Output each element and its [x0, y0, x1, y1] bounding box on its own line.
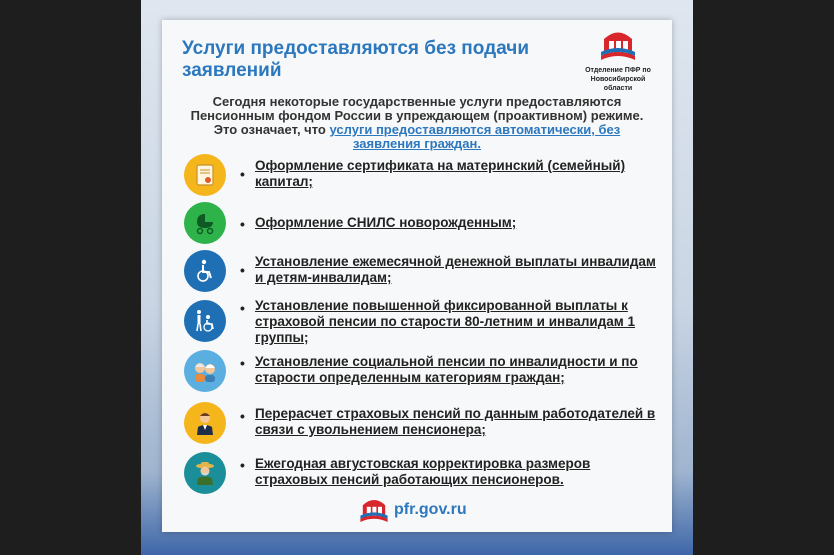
bullet: • [240, 457, 245, 473]
info-card [162, 20, 672, 532]
bullet: • [240, 262, 245, 278]
pfr-logo [577, 30, 659, 93]
baby-stroller-icon [184, 202, 226, 244]
item-label[interactable]: Оформление СНИЛС новорожденным; [255, 215, 517, 230]
list-item [184, 402, 664, 446]
bullet: • [240, 216, 245, 232]
item-label[interactable]: Установление ежемесячной денежной выплаты инвалидам и детям-инвалидам; [255, 254, 656, 285]
certificate-icon [184, 154, 226, 196]
intro-highlight-link[interactable]: услуги предоставляются автоматически, без заявления граждан. [329, 122, 621, 151]
item-label[interactable]: Ежегодная августовская корректировка размеров страховых пенсий работающих пенсионеров. [255, 456, 591, 487]
worker-icon [184, 402, 226, 444]
item-label[interactable]: Установление социальной пенсии по инвалидности и по старости определенным категориям граждан; [255, 354, 638, 385]
pfr-emblem-icon [360, 498, 388, 522]
list-item [184, 300, 664, 344]
farmer-icon [184, 452, 226, 494]
caregiver-wheelchair-icon [184, 300, 226, 342]
intro-text: Сегодня некоторые государственные услуги предоставляются Пенсионным фондом России в упреждающем (проактивном) режиме. Это означает, что [190, 94, 644, 137]
logo-caption: Отделение ПФР по Новосибирской области [585, 67, 651, 92]
bullet: • [240, 166, 245, 182]
intro-paragraph [182, 95, 652, 151]
bullet: • [240, 408, 245, 424]
item-label[interactable]: Установление повышенной фиксированной выплаты к страховой пенсии по старости 80-летним и инвалидам 1 группы; [255, 298, 636, 345]
list-item [184, 350, 664, 394]
item-label[interactable]: Перерасчет страховых пенсий по данным работодателей в связи с увольнением пенсионера; [255, 406, 656, 437]
pfr-emblem-icon [601, 30, 635, 60]
bullet: • [240, 300, 245, 316]
item-label[interactable]: Оформление сертификата на материнский (семейный) капитал; [255, 158, 626, 189]
list-item [184, 452, 664, 496]
bullet: • [240, 355, 245, 371]
footer [360, 498, 467, 522]
footer-url-link[interactable]: pfr.gov.ru [394, 501, 467, 518]
list-item [184, 250, 664, 294]
page-title: Услуги предоставляются без подачи заявлений [182, 38, 530, 81]
list-item [184, 202, 664, 246]
wheelchair-icon [184, 250, 226, 292]
elderly-couple-icon [184, 350, 226, 392]
list-item [184, 154, 664, 198]
